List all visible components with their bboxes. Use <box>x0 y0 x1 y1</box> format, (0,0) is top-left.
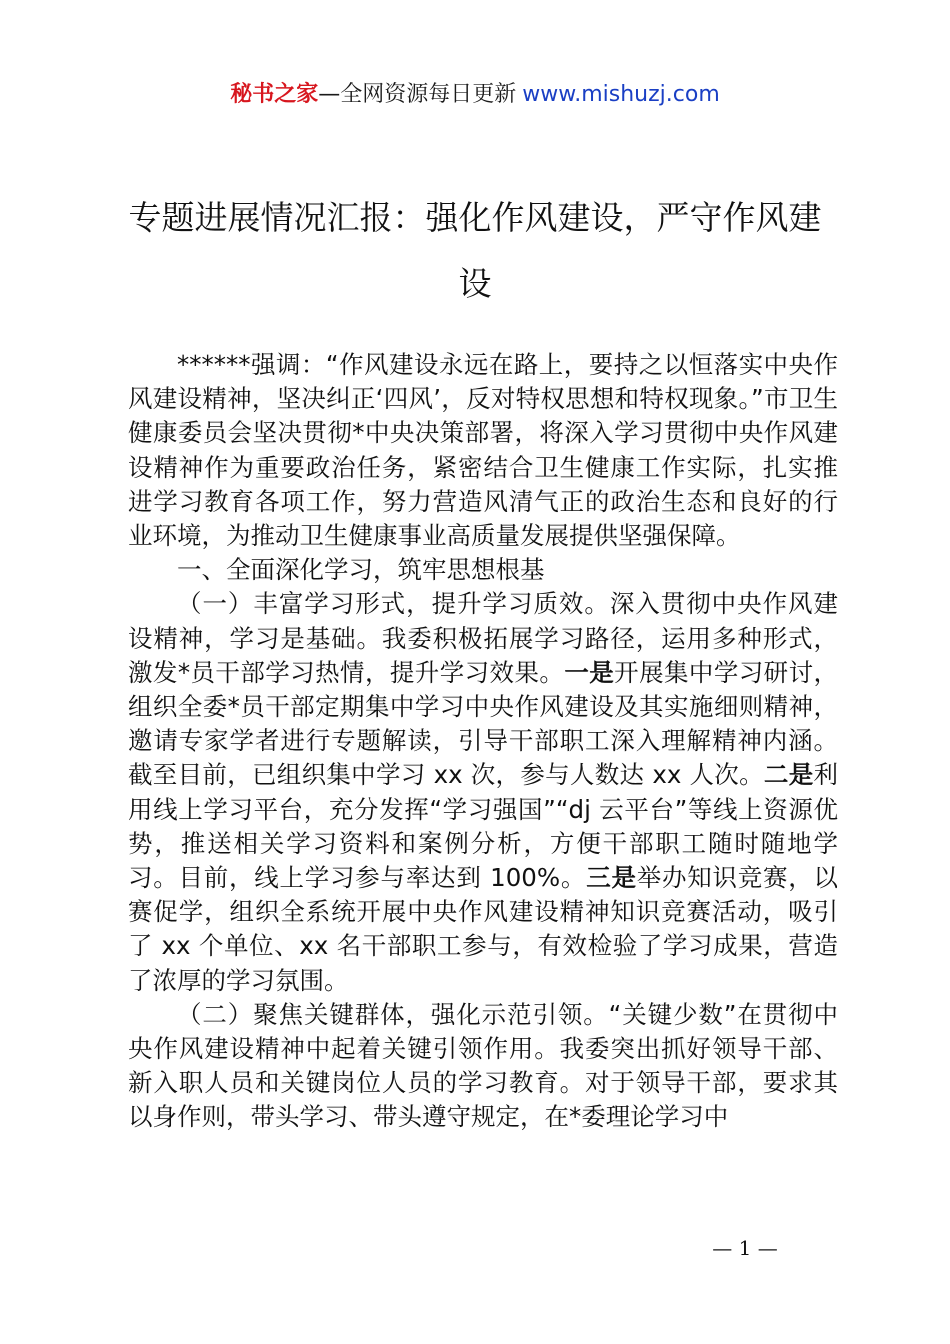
page-number: — 1 — <box>712 1236 778 1260</box>
document-body <box>128 348 838 1135</box>
paragraph-text: 开展集中学习研讨，组织全委*员干部定期集中学习中央作风建设及其实施细则精神，邀请专家学者进行专题解读，引导干部职工深入理解精神内涵。截至目前，已组织集中学习 xx 次，参与人数达 xx 人次。 <box>128 657 839 790</box>
subsection-paragraph-1 <box>128 587 838 997</box>
paragraph-text: （一）丰富学习形式，提升学习质效。深入贯彻中央作风建设精神，学习是基础。我委积极拓展学习路径，运用多种形式，激发*员干部学习热情，提升学习效果。 <box>128 589 838 687</box>
paragraph-text: 举办知识竞赛，以赛促学，组织全系统开展中央作风建设精神知识竞赛活动，吸引了 xx 个单位、xx 名干部职工参与，有效检验了学习成果，营造了浓厚的学习氛围。 <box>128 863 838 995</box>
lead-marker-1: 一是 <box>564 657 615 687</box>
subsection-paragraph-2: （二）聚焦关键群体，强化示范引领。“关键少数”在贯彻中央作风建设精神中起着关键引领作用。我委突出抓好领导干部、新入职人员和关键岗位人员的学习教育。对于领导干部，要求其以身作则，带头学习、带头遵守规定，在*委理论学习中 <box>128 999 838 1132</box>
section-heading-1: 一、全面深化学习，筑牢思想根基 <box>177 555 545 585</box>
intro-paragraph: ******强调：“作风建设永远在路上，要持之以恒落实中央作风建设精神，坚决纠正‘四风’，反对特权思想和特权现象。”市卫生健康委员会坚决贯彻*中央决策部署，将深入学习贯彻中央作风建设精神作为重要政治任务，紧密结合卫生健康工作实际，扎实推进学习教育各项工作，努力营造风清气正的政治生态和良好的行业环境，为推动卫生健康事业高质量发展提供坚强保障。 <box>128 350 838 551</box>
site-banner <box>0 80 950 110</box>
site-brand: 秘书之家 <box>230 82 319 107</box>
site-url-link[interactable]: www.mishuzj.com <box>522 82 720 107</box>
document-title: 专题进展情况汇报：强化作风建设，严守作风建设 <box>128 198 822 303</box>
site-tagline: —全网资源每日更新 <box>318 82 517 107</box>
lead-marker-2: 二是 <box>763 760 814 790</box>
paragraph-text: 利用线上学习平台，充分发挥“学习强国”“dj 云平台”等线上资源优势，推送相关学习资料和案例分析，方便干部职工随时随地学习。目前，线上学习参与率达到 100%。 <box>128 760 839 893</box>
lead-marker-3: 三是 <box>586 863 637 893</box>
